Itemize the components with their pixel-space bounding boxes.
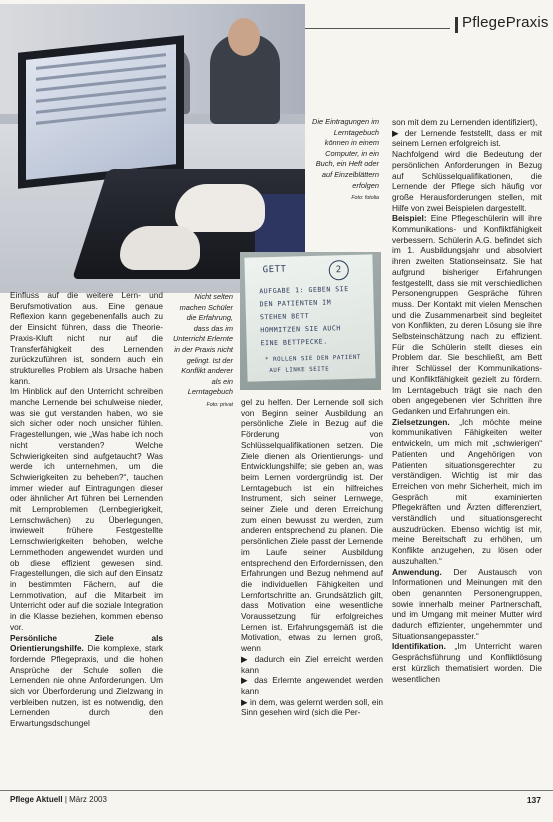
caption-1-text: Die Eintragungen im Lerntagebuch können in einem Computer, in ein Buch, ein Heft oder auf Einzelblättern erfolgen — [312, 117, 379, 190]
footer-journal-name: Pflege Aktuell — [10, 795, 63, 804]
whiteboard-line: AUF LINKE SEITE — [269, 366, 330, 375]
photo-person-head — [228, 18, 260, 56]
photo-hand-right — [175, 184, 265, 232]
photo-caption-2 — [172, 292, 233, 411]
bullet-item: ▶ in dem, was gelernt werden soll, ein Sinn gesehen wird (sich die Per- — [241, 696, 383, 718]
photo-hand-left — [120, 226, 200, 270]
paragraph: Persönliche Ziele als Orientierungshilfe. Die komplexe, stark fordernde Pflegepraxis, und die hohen Ansprüche der Schule sollen die Lernenden nie ohne Anforderungen. Um sich vor Überforderung und Zielzwang in verbleiben nutzen, ist es notwendig, den Lernenden durch den Erwartungsdschungel — [10, 632, 163, 729]
section-title: PflegePraxis — [462, 14, 549, 31]
photo-laptop-typing — [0, 4, 305, 293]
whiteboard-line: HOMMITZEN SIE AUCH — [260, 324, 341, 335]
bullet-item: ▶ der Lernende feststellt, dass er mit seinem Lernen erfolgreich ist. — [392, 127, 542, 149]
paragraph-lead: Identifikation. — [392, 641, 446, 652]
whiteboard-line: EINE BETTPECKE. — [260, 337, 328, 348]
paragraph: Zielsetzungen. „Ich möchte meine kommunikativen Fähigkeiten weiter entwickeln, um mich mit „schwierigen“ Patienten und Angehörigen von Patienten situationsgerechter zu verständigen. Wichtig ist mir das Erreichen von mehr Sicherheit, mich im Gespräch mit examinierten Pflegekräften und Ärzten differenziert, verständlich und situationsgerecht auszudrücken. Ebenso wichtig ist mir, meine Bereitschaft zu erhöhen, um Konflikte anzugehen, zu lösen oder auszuhalten.“ — [392, 416, 542, 566]
photo-whiteboard — [240, 252, 381, 390]
paragraph: gel zu helfen. Der Lernende soll sich von Beginn seiner Ausbildung an persönliche Ziele in Bezug auf die Förderung von Schlüsselqualifikationen setzen. Die Ziele dienen als Orientierungs- und Entwicklungshilfe; sie geben an, was beim Lernen vordergründig ist. Der Lerntagebuch ist ein hilfreiches Instrument, sich seiner Lernwege, seiner Ziele und deren Erreichung zum einen bewusst zu werden, zum anderen entsprechend zu planen. Die persönlichen Ziele passt der Lernende im Laufe seiner Ausbildung entsprechend den Erfordernissen, den Erfahrungen und Bezug nehmend auf die individuellen Fähigkeiten und Lernfortschritte an. Grundsätzlich gilt, dass Motivation eine wesentliche Voraussetzung für erfolgreiches Lernen ist. Erfahrungsgemäß ist die Motivation, etwas zu lernen groß, wenn — [241, 397, 383, 654]
photo-laptop-screen — [18, 35, 184, 188]
text-column-1 — [10, 290, 163, 774]
whiteboard-paper — [244, 254, 375, 381]
paragraph: son mit dem zu Lernenden identifiziert), — [392, 117, 538, 127]
paragraph: Beispiel: Eine Pflegeschülerin will ihre Kommunikations- und Konfliktfähigkeit verbessern. Schülerin A.G. befindet sich im 1. Ausbildungsjahr und absolviert ihren zweiten Stationseinsatz. Sie hat aufgrund bisheriger Erfahrungen festgestellt, dass sie mit verschiedlichen Personengruppen Gespräche führen muss. Der Kontakt mit vielen Menschen und die Zusammenarbeit sind begleitet von Konflikten, zu deren Lösung sie ihre Selbsteinschätzung nach zu effizient. Für die Schülerin stellt dieses ein Problem dar. Sie beschließt, am Bett ihrer Schlüssel der Kommunikations- und Konfliktfähigkeit gezielt zu fördern. Im Lerntagebuch trägt sie nach den oben angegebenen vier Schritten ihre Gedanken und Erfahrungen ein. — [392, 213, 542, 416]
bullet-item: ▶ dadurch ein Ziel erreicht werden kann — [241, 653, 383, 675]
photo-caption-1 — [311, 117, 379, 204]
paragraph: Anwendung. Der Austausch von Informationen und Meinungen mit den oben genannten Personengruppen, sowie innerhalb meiner Partnerschaft, und im Umgang mit meiner Mutter wird dadurch effizienter, ungehemmter und Situationsangepasster.“ — [392, 566, 542, 641]
paragraph-lead: Anwendung. — [392, 566, 442, 577]
paragraph-lead: Beispiel: — [392, 213, 427, 224]
paragraph: Einfluss auf die weitere Lern- und Berufsmotivation aus. Eine genaue Reflexion kann gegebenenfalls auch zu der Einsicht führen, dass die Theorie-Praxis-Kluft nicht nur auf die Transferfähigkeit des Lernenden zurückzuführen ist, sondern auch ein strukturelles Problem als Ursache haben kann. — [10, 290, 163, 386]
paragraph: Nachfolgend wird die Bedeutung der persönlichen Anforderungen in Bezug auf Schlüsselqualifikationen, die Lernende der Pflege sich häufig vor große Herausforderungen stellen, mit Hilfe von zwei Beispielen dargestellt. — [392, 149, 542, 213]
paragraph-lead: Persönliche Ziele als Orientierungshilfe. — [10, 632, 163, 654]
footer-issue: März 2003 — [69, 795, 107, 804]
bullet-item: ▶ das Erlernte angewendet werden kann — [241, 675, 383, 696]
whiteboard-line: STEHEN BETT — [259, 312, 310, 322]
section-marker — [455, 17, 458, 33]
caption-2-credit: Foto: privat — [206, 401, 233, 408]
footer-journal: Pflege Aktuell | März 2003 — [10, 795, 107, 804]
caption-1-credit: Foto: fotolia — [351, 195, 379, 202]
whiteboard-line: * ROLLEN SIE DEN PATIENT — [265, 354, 361, 364]
paragraph: Identifikation. „Im Unterricht waren Gesprächsführung und Konfliktlösung erst kürzlich thematisiert worden. Die wesentlichen — [392, 641, 542, 684]
page-number: 137 — [526, 795, 541, 805]
caption-2-text: Nicht selten machen Schüler die Erfahrung, dass das im Unterricht Erlernte in der Praxis nicht gelingt. Ist der Konflikt anderer als ein Lerntagebuch — [173, 292, 233, 397]
whiteboard-number: 2 — [329, 260, 350, 281]
whiteboard-title: GETT — [262, 264, 287, 276]
whiteboard-line: DEN PATIENTEN IM — [259, 298, 332, 309]
footer-rule — [0, 790, 553, 791]
text-column-3 — [392, 117, 542, 777]
text-column-2 — [241, 397, 383, 775]
paragraph: Im Hinblick auf den Unterricht schreiben manche Lernende bei schulweise nieder, was sie gut verstanden haben, wo sie sich sicher oder noch unsicher fühlen. Fragestellungen, wie „Was habe ich noch nicht verstanden? Welche Schwierigkeiten sind aufgetaucht? Was werde ich unternehmen, um die Schwierigkeiten zu beheben?“, tauchen immer wieder auf Eintragungen dieser oder ähnlicher Art führen bei Lernenden mit Lernproblemen (Lernbegierigkeit, Lernschwächen) zu Überlegungen, inwieweit frühere Festgestellte Lernschwierigkeiten behoben, welche Lernmethoden angewendet wurden und ob diese effizient gewesen sind. Fragestellungen, die sich auf den Einsatz in bestimmten Fächern, auf die Lernmotivation, auf die Mitarbeit im Unterricht oder auf die soziale Integration in die Klasse beziehen, kommen ebenso vor. — [10, 386, 163, 632]
paragraph-lead: Zielsetzungen. — [392, 416, 450, 427]
whiteboard-line: AUFGABE 1: GEBEN SIE — [259, 284, 349, 296]
